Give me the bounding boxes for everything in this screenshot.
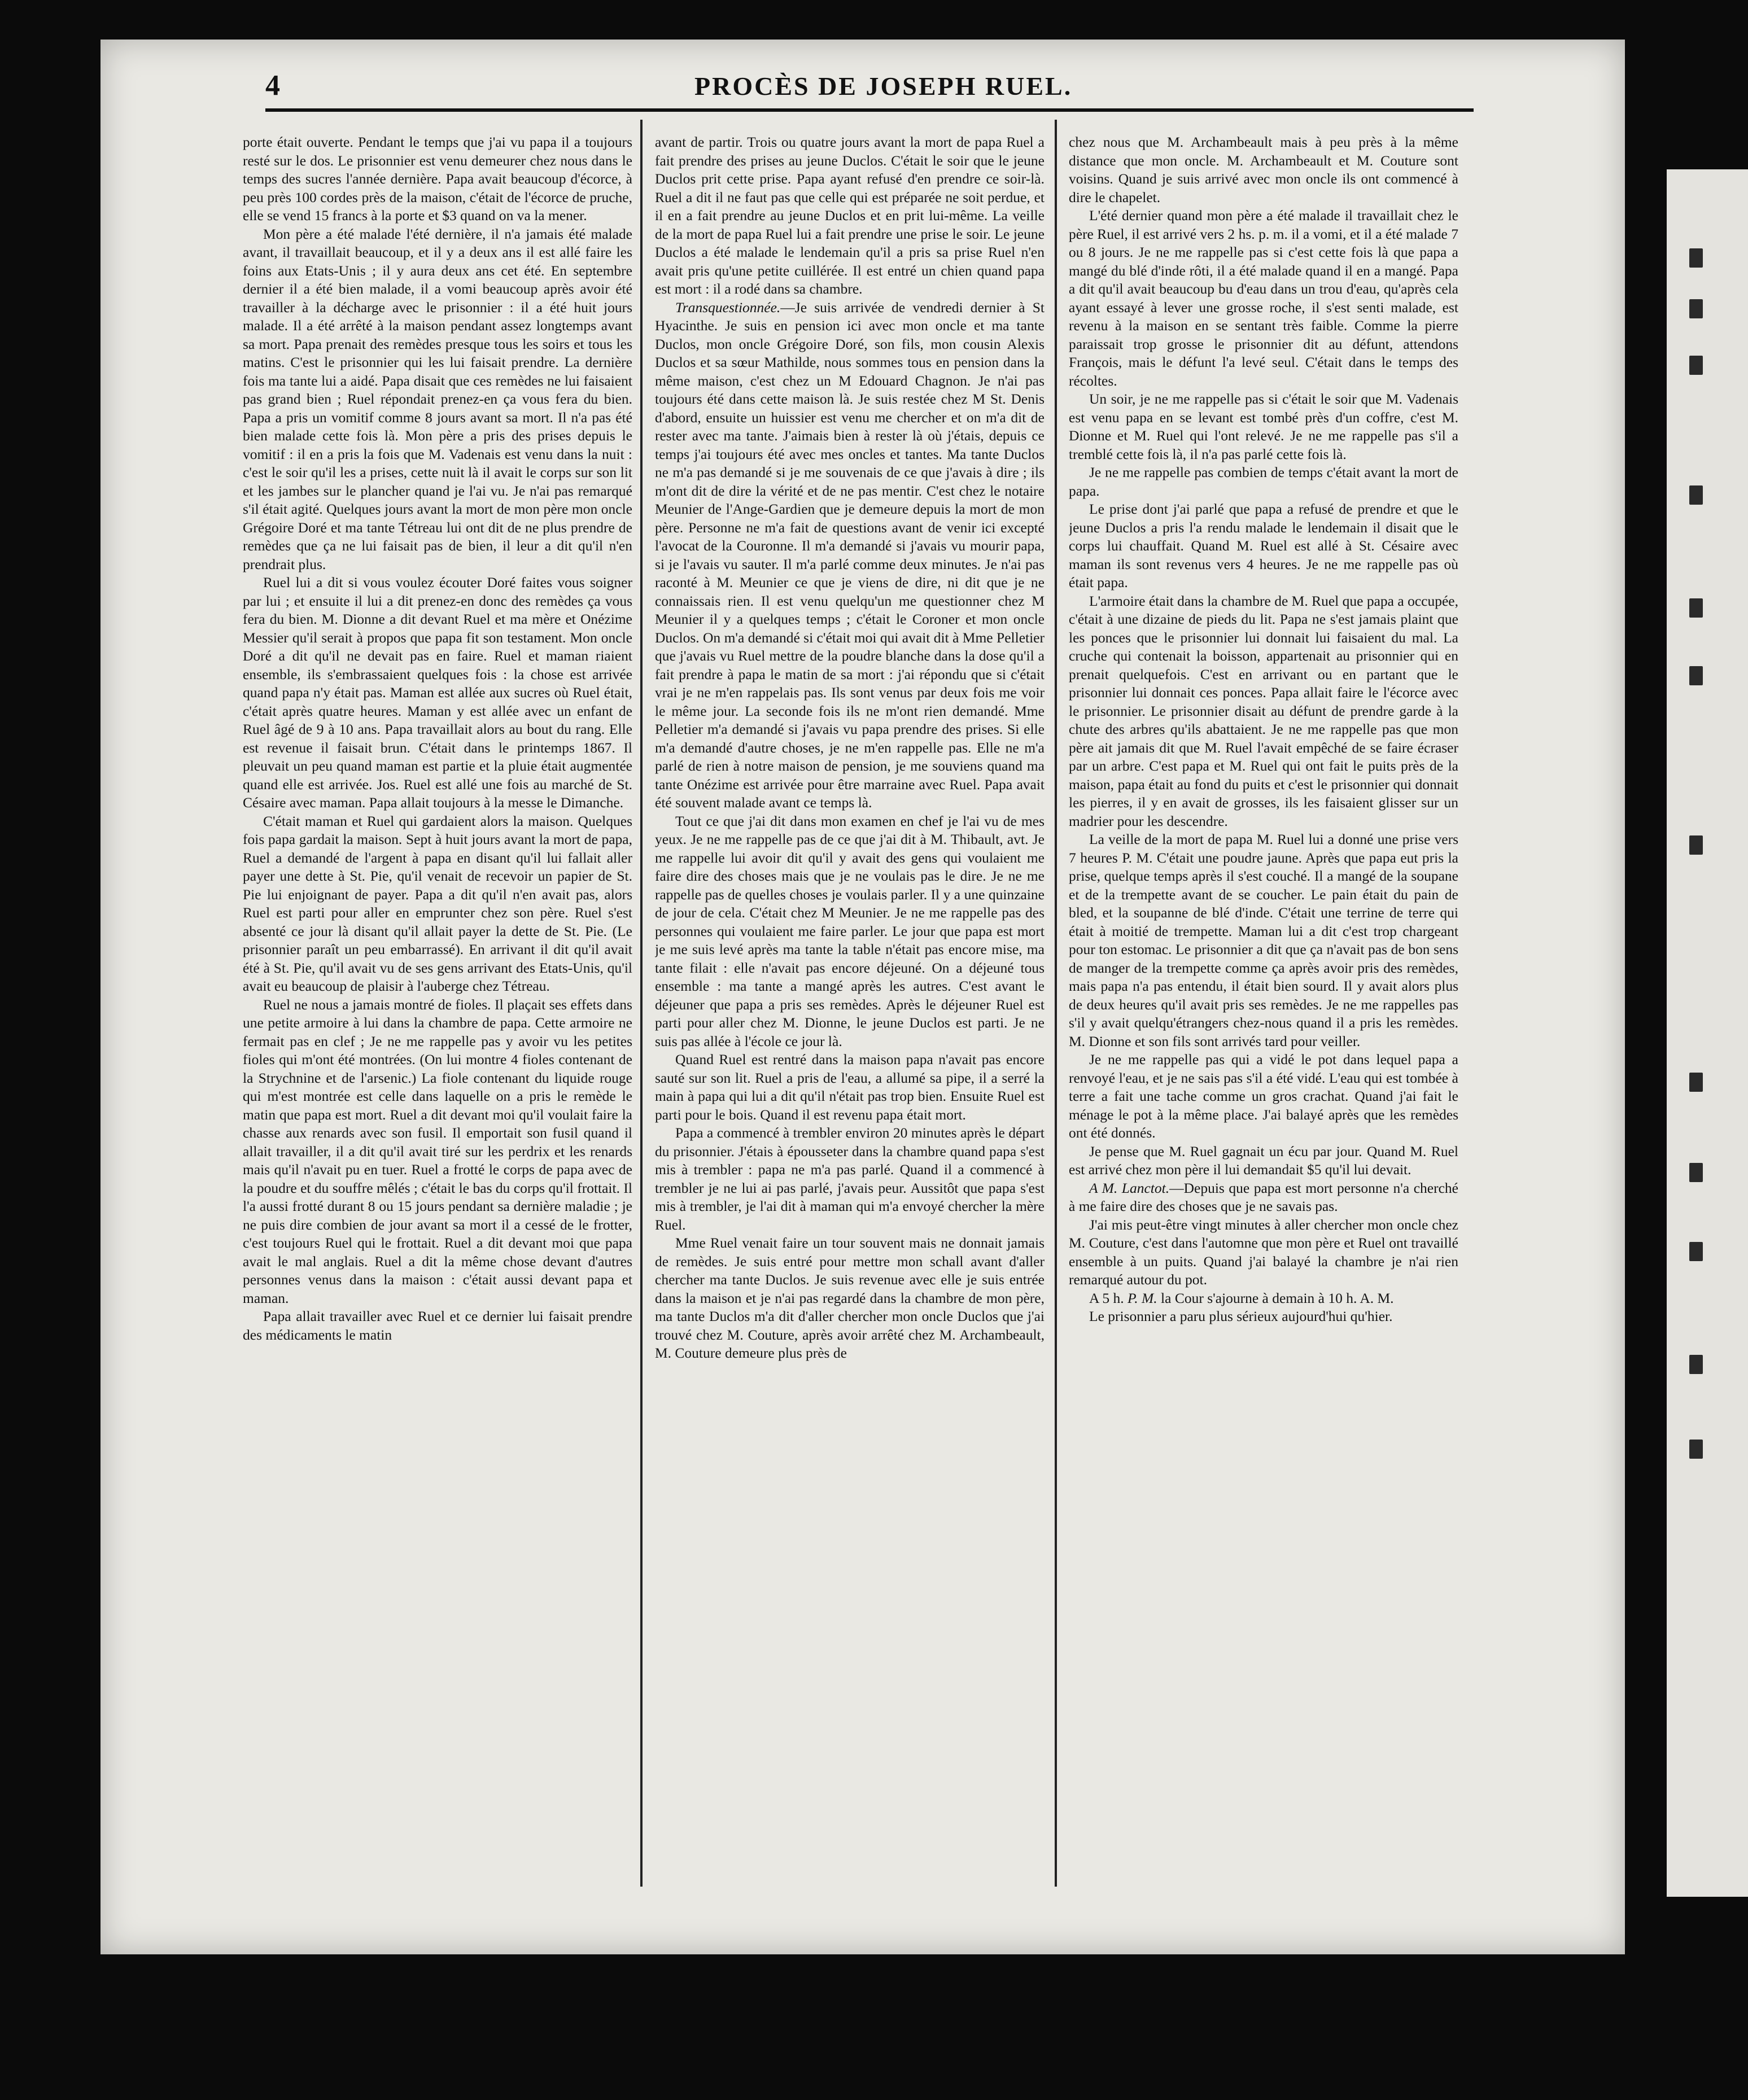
paragraph: Le prisonnier a paru plus sérieux aujourd'hui qu'hier. [1089,1308,1393,1324]
paragraph: La veille de la mort de papa M. Ruel lui a donné une prise vers 7 heures P. M. C'était une poudre jaune. Après que papa eut pris la prise, quelque temps après il s'est couché. Il a mangé de la soupane et de la trempette avant de se coucher. Le pain était du pain de bled, et la soupanne de blé d'inde. C'était une terrine de terre qui était à moitié de trempette. Maman lui a dit c'est trop chargeant pour ton estomac. Le prisonnier a dit que ça n'avait pas de bon sens de manger de la trempette comme ça après avoir pris des remèdes, mais papa n'a pas entendu, il était bien sourd. Il y avait alors plus de deux heures qu'il avait pris ses remèdes. Je ne me rappelles pas s'il y avait quelqu'étrangers chez-nous quand il a pris les remèdes. M. Dionne et son fils sont arrivés tard pour veiller. [1069,831,1458,1049]
paragraph: Tout ce que j'ai dit dans mon examen en chef je l'ai vu de mes yeux. Je ne me rappelle pas de ce que j'ai dit à M. Thibault, avt. Je me rappelle lui avoir dit qu'il y avait des gens qui voulaient me faire dire des choses mais que je ne voulais pas le dire. Je ne me rappelle pas de quelles choses je voulais parler. Il y a une quinzaine de jour de cela. C'était chez M Meunier. Je ne me rappelle pas des personnes qui voulaient me faire parler. Le jour que papa est mort je me suis levé après ma tante la table n'était pas encore mise, ma tante filait : elle n'avait pas encore déjeuné. On a déjeuné tous ensemble : ma tante a mangé après les autres. C'est avant le déjeuner que papa a pris ses remèdes. Après le déjeuner Ruel est parti pour aller chez M. Dionne, le jeune Duclos est parti. Je ne suis pas allée à l'école ce jour là. [655,812,1045,1049]
text-fragment [1689,835,1703,855]
text-column-3 [1069,133,1458,1883]
paragraph: porte était ouverte. Pendant le temps que j'ai vu papa il a toujours resté sur le dos. Le prisonnier est venu demeurer chez nous dans le temps des sucres l'année dernière. Papa avait beaucoup d'écorce, à peu près 100 cordes près de la maison, c'était de l'écorce de pruche, elle se vend 15 francs à la porte et $3 quand on va la mener. [243,134,632,224]
paragraph: Papa allait travailler avec Ruel et ce dernier lui faisait prendre des médicaments le matin [243,1308,632,1343]
paragraph: L'été dernier quand mon père a été malade il travaillait chez le père Ruel, il est arrivé vers 2 hs. p. m. il a vomi, et il a été malade 7 ou 8 jours. Je ne me rappelle pas si c'est cette fois là que papa a mangé du blé d'inde rôti, il a été malade quand il en a mangé. Papa a dit qu'il avait beaucoup bu d'eau dans un trou d'eau, qu'après cela ayant essayé à lever une grosse roche, il s'est senti malade, est revenu à la maison en se sentant très faible. Comme la pierre paraissait trop grosse le prisonnier dit au défunt, attendons François, mais le défunt l'a levé seul. C'était dans le temps des récoltes. [1069,207,1458,389]
text-fragment [1689,598,1703,618]
paragraph: Je ne me rappelle pas combien de temps c'était avant la mort de papa. [1069,464,1458,499]
text-fragment [1689,1242,1703,1261]
text-fragment [1689,1073,1703,1092]
page-number: 4 [265,69,280,102]
text-fragment [1689,248,1703,268]
column-divider-2 [1055,120,1057,1887]
text-fragment [1689,1355,1703,1374]
paragraph: avant de partir. Trois ou quatre jours avant la mort de papa Ruel a fait prendre des prises au jeune Duclos. C'était le soir que le jeune Duclos prit cette prise. Papa ayant refusé d'en prendre ce soir-là. Ruel a dit il ne faut pas que celle qui est préparée ne soit perdue, et il en a fait prendre au jeune Duclos et en prit lui-même. La veille de la mort de papa Ruel lui a fait prendre une prise le soir. Le jeune Duclos a été malade le lendemain qu'il a pris sa prise Ruel n'en avait pris qu'une petite cuillérée. Il est entré un chien quand papa est mort : il a rodé dans sa chambre. [655,134,1045,297]
header-rule [265,108,1474,112]
paragraph: Je pense que M. Ruel gagnait un écu par jour. Quand M. Ruel est arrivé chez mon père il lui demandait $5 qu'il lui devait. [1069,1143,1458,1178]
paragraph: Papa a commencé à trembler environ 20 minutes après le départ du prisonnier. J'étais à épousseter dans la chambre quand papa s'est mis à trembler : papa ne m'a pas parlé. Quand il a commencé à trembler je ne lui ai pas parlé, j'avais peur. Aussitôt que papa s'est mis à trembler, je l'ai dit à maman qui m'a envoyé chercher la mère Ruel. [655,1125,1045,1233]
paragraph: Ruel lui a dit si vous voulez écouter Doré faites vous soigner par lui ; et ensuite il lui a dit prenez-en donc des remèdes ça vous fera du bien. M. Dionne a dit devant Ruel et ma mère et Onézime Messier qu'il serait à propos que papa fit son testament. Mon oncle Doré a dit qu'il ne devait pas en faire. Ruel et maman riaient ensemble, ils s'embrassaient quelques fois : la chose est arrivée quand papa n'y était pas. Maman est allée aux sucres où Ruel était, c'était après quatre heures. Maman y est allée avec un enfant de Ruel âgé de 9 à 10 ans. Papa travaillait alors au bout du rang. Elle est revenue il faisait brun. C'était dans le printemps 1867. Il pleuvait un peu quand maman est partie et la pluie était augmentée quand elle est arrivée. Jos. Ruel est allé une fois au marché de St. Césaire avec maman. Papa allait toujours à la messe le Dimanche. [243,574,632,811]
paragraph: C'était maman et Ruel qui gardaient alors la maison. Quelques fois papa gardait la maison. Sept à huit jours avant la mort de papa, Ruel a demandé de l'argent à papa en disant qu'il lui fallait aller payer une dette à St. Pie, qu'il venait de recevoir un papier de St. Pie lui enjoignant de payer. Papa a dit qu'il n'en avait pas, alors Ruel est parti pour aller en emprunter chez son père. Ruel s'est absenté ce jour là disant qu'il allait payer la dette de St. Pie. (Le prisonnier paraît un peu embarrassé). En arrivant il dit qu'il avait été à St. Pie, qu'il avait vu de ses gens arrivant des Etats-Unis, qu'il avait eu beaucoup de plaisir à l'auberge chez Tétreau. [243,812,632,994]
paragraph: Mme Ruel venait faire un tour souvent mais ne donnait jamais de remèdes. Je suis entré pour mettre mon schall avant d'aller chercher ma tante Duclos. Je suis revenue avec elle je suis entrée dans la maison et je n'ai pas regardé dans la chambre de mon père, ma tante Duclos m'a dit d'aller chercher mon oncle Duclos que j'ai trouvé chez M. Couture, après avoir arrêté chez M. Archambeault, M. Couture demeure plus près de [655,1235,1045,1361]
text-fragment [1689,1163,1703,1182]
text-fragment [1689,1440,1703,1459]
paragraph: Transquestionnée.—Je suis arrivée de vendredi dernier à St Hyacinthe. Je suis en pension ici avec mon oncle et ma tante Duclos, mon oncle Grégoire Doré, son fils, mon cousin Alexis Duclos et sa sœur Mathilde, nous sommes tous en pension dans la même maison, c'est chez un M Edouard Chagnon. Je n'ai pas toujours été dans cette maison là. Je suis restée chez M St. Denis d'abord, ensuite un huissier est venu me chercher et on m'a dit de rester avec ma tante. J'aimais bien à rester là où j'étais, depuis ce temps j'ai toujours été avec mes oncles et tantes. Ma tante Duclos ne m'a pas demandé si je me souvenais de ce que j'avais à dire ; ils m'ont dit de dire la vérité et de ne pas mentir. C'est chez le notaire Meunier de l'Ange-Gardien que je demeure depuis la mort de mon père. Personne ne m'a fait de questions avant de venir ici excepté l'avocat de la Couronne. Il m'a demandé si j'avais vu mourir papa, si je l'avais vu sauter. Il m'a parlé comme deux minutes. Je n'ai pas raconté à M. Meunier ce que je viens de dire, ni dit que je ne connaissais rien. Il est venu quelqu'un me questionner chez M Meunier il y a quelques temps ; c'était le Coroner et mon oncle Duclos. On m'a demandé si c'était moi qui avait dit à Mme Pelletier que j'avais vu Ruel mettre de la poudre blanche dans la dose qu'il a fait prendre à papa le matin de sa mort : j'ai répondu que si c'était vrai je ne m'en rappelais pas. Ils sont venus par deux fois me voir le même jour. La seconde fois ils ne m'ont rien demandé. Mme Pelletier m'a demandé si j'avais vu papa prendre des prises. Si elle m'a demandé d'autre choses, je ne m'en rappelle pas. Elle ne m'a parlé de rien à notre maison de pension, je me souviens quand ma tante Onézime est arrivée pour être marraine avec Ruel. Papa avait été souvent malade avant ce temps là. [655,299,1045,811]
paragraph: A 5 h. P. M. la Cour s'ajourne à demain à 10 h. A. M. [1089,1289,1394,1306]
paragraph: Quand Ruel est rentré dans la maison papa n'avait pas encore sauté sur son lit. Ruel a pris de l'eau, a allumé sa pipe, il a serré la main à papa qui lui a dit qu'il n'était pas trop bien. Ensuite Ruel est parti pour le bois. Quand il est revenu papa était mort. [655,1051,1045,1123]
paragraph: Le prise dont j'ai parlé que papa a refusé de prendre et que le jeune Duclos a pris l'a rendu malade le lendemain il disait que le corps lui chauffait. Quand M. Ruel est allé à St. Césaire avec maman ils sont revenus vers 4 heures. Je ne me rappelle pas où était papa. [1069,501,1458,590]
text-fragment [1689,299,1703,318]
text-column-2 [655,133,1045,1883]
paragraph: chez nous que M. Archambeault mais à peu près à la même distance que mon oncle. M. Archambeault et M. Couture sont voisins. Quand je suis arrivé avec mon oncle ils ont commencé à dire le chapelet. [1069,134,1458,205]
text-fragment [1689,666,1703,685]
paragraph: Un soir, je ne me rappelle pas si c'était le soir que M. Vadenais est venu papa en se levant est tombé près d'un coffre, c'est M. Dionne et M. Ruel qui l'ont relevé. Je ne me rappelle pas s'il a tremblé cette fois là, il n'a pas parlé cette fois là. [1069,391,1458,462]
paragraph: L'armoire était dans la chambre de M. Ruel que papa a occupée, c'était à une dizaine de pieds du lit. Papa ne s'est jamais plaint que les ponces que le prisonnier lui donnait lui faisaient du mal. La cruche qui contenait la boisson, appartenait au prisonnier qui en prenait quelquefois. C'est en arrivant ou en partant que le prisonnier lui donnait ces ponces. Papa allait faire le l'écorce avec le prisonnier. Le prisonnier disait au défunt de prendre garde à la chute des arbres qu'ils abattaient. Je ne me rappelle pas que mon père ait jamais dit que M. Ruel l'avait empêché de se faire écraser par un arbre. C'est papa et M. Ruel qui ont fait le puits près de la maison, papa était au fond du puits et c'est le prisonnier qui donnait les pierres, il y en avait de grosses, ils les faisaient glisser sur un madrier pour les descendre. [1069,592,1458,829]
column-divider-1 [640,120,643,1887]
adjacent-page-edge [1667,169,1748,1897]
running-title: PROCÈS DE JOSEPH RUEL. [694,72,1073,100]
paragraph: J'ai mis peut-être vingt minutes à aller chercher mon oncle chez M. Couture, c'est dans l'automne que mon père et Ruel ont travaillé ensemble à un puits. Quand j'ai balayé la chambre je n'ai rien remarqué autour du pot. [1069,1216,1458,1288]
text-fragment [1689,485,1703,505]
paragraph: Je ne me rappelle pas qui a vidé le pot dans lequel papa a renvoyé l'eau, et je ne sais pas s'il a été vidé. L'eau qui est tombée à terre a fait une tache comme un gros crachat. Quand j'ai fait le ménage le pot à la même place. J'ai balayé après que les remèdes ont été donnés. [1069,1051,1458,1141]
paragraph: Mon père a été malade l'été dernière, il n'a jamais été malade avant, il travaillait beaucoup, et il y a deux ans il est allé faire les foins aux Etats-Unis ; il y aura deux ans cet été. En septembre dernier il a été bien malade, il a vomi beaucoup après avoir été travailler à la décharge avec le prisonnier : il a été huit jours malade. Il a été arrêté à la maison pendant assez longtemps avant sa mort. Papa prenait des remèdes presque tous les soirs et tous les matins. C'est le prisonnier qui les lui faisait prendre. La dernière fois ma tante lui a aidé. Papa disait que ces remèdes ne lui faisaient pas grand bien ; Ruel répondait prenez-en ça vous fera du bien. Papa a pris un vomitif comme 8 jours avant sa mort. Il n'a pas été bien malade cette fois là. Mon père a pris des prises depuis le vomitif : il en a pris la fois que M. Vadenais est venu dans la nuit : c'est le soir qu'il les a prises, cette nuit là il avait le corps sur son lit et les jambes sur le plancher quand je l'ai vu. Je n'ai pas remarqué s'il était agité. Quelques jours avant la mort de mon père mon oncle Grégoire Doré et ma tante Tétreau lui ont dit de ne plus prendre de remèdes que ça ne lui faisait pas de bien, il leur a dit qu'il n'en prendrait plus. [243,225,632,572]
text-fragment [1689,356,1703,375]
paragraph: Ruel ne nous a jamais montré de fioles. Il plaçait ses effets dans une petite armoire à lui dans la chambre de papa. Cette armoire ne fermait pas en clef ; Je ne me rappelle pas y avoir vu les petites fioles qui m'ont été montrées. (On lui montre 4 fioles contenant de la Strychnine et de l'arsenic.) La fiole contenant du liquide rouge qui m'est montrée est celle dans laquelle on a pris le remède le matin que papa est mort. Ruel a dit devant moi qu'il voulait faire la chasse aux renards avec son fusil. Il emportait son fusil quand il allait travailler, il a dit qu'il avait tiré sur les perdrix et les renards mais qu'il n'avait pu en tuer. Ruel a frotté le corps de papa avec de la poudre et du souffre mêlés ; c'était le bas du corps qu'il frottait. Il l'a aussi frotté durant 8 ou 15 jours pendant sa dernière maladie ; je ne puis dire combien de jour avant sa mort il a cessé de le frotter, c'est toujours Ruel qui le frottait. Ruel a dit devant moi que papa avait le mal anglais. Ruel a dit la même chose devant d'autres personnes venus dans la maison : c'était aussi devant papa et maman. [243,996,632,1306]
text-column-1 [243,133,632,1883]
page-header [265,69,1474,108]
paragraph: A M. Lanctot.—Depuis que papa est mort personne n'a cherché à me faire dire des choses que je ne savais pas. [1069,1179,1458,1214]
